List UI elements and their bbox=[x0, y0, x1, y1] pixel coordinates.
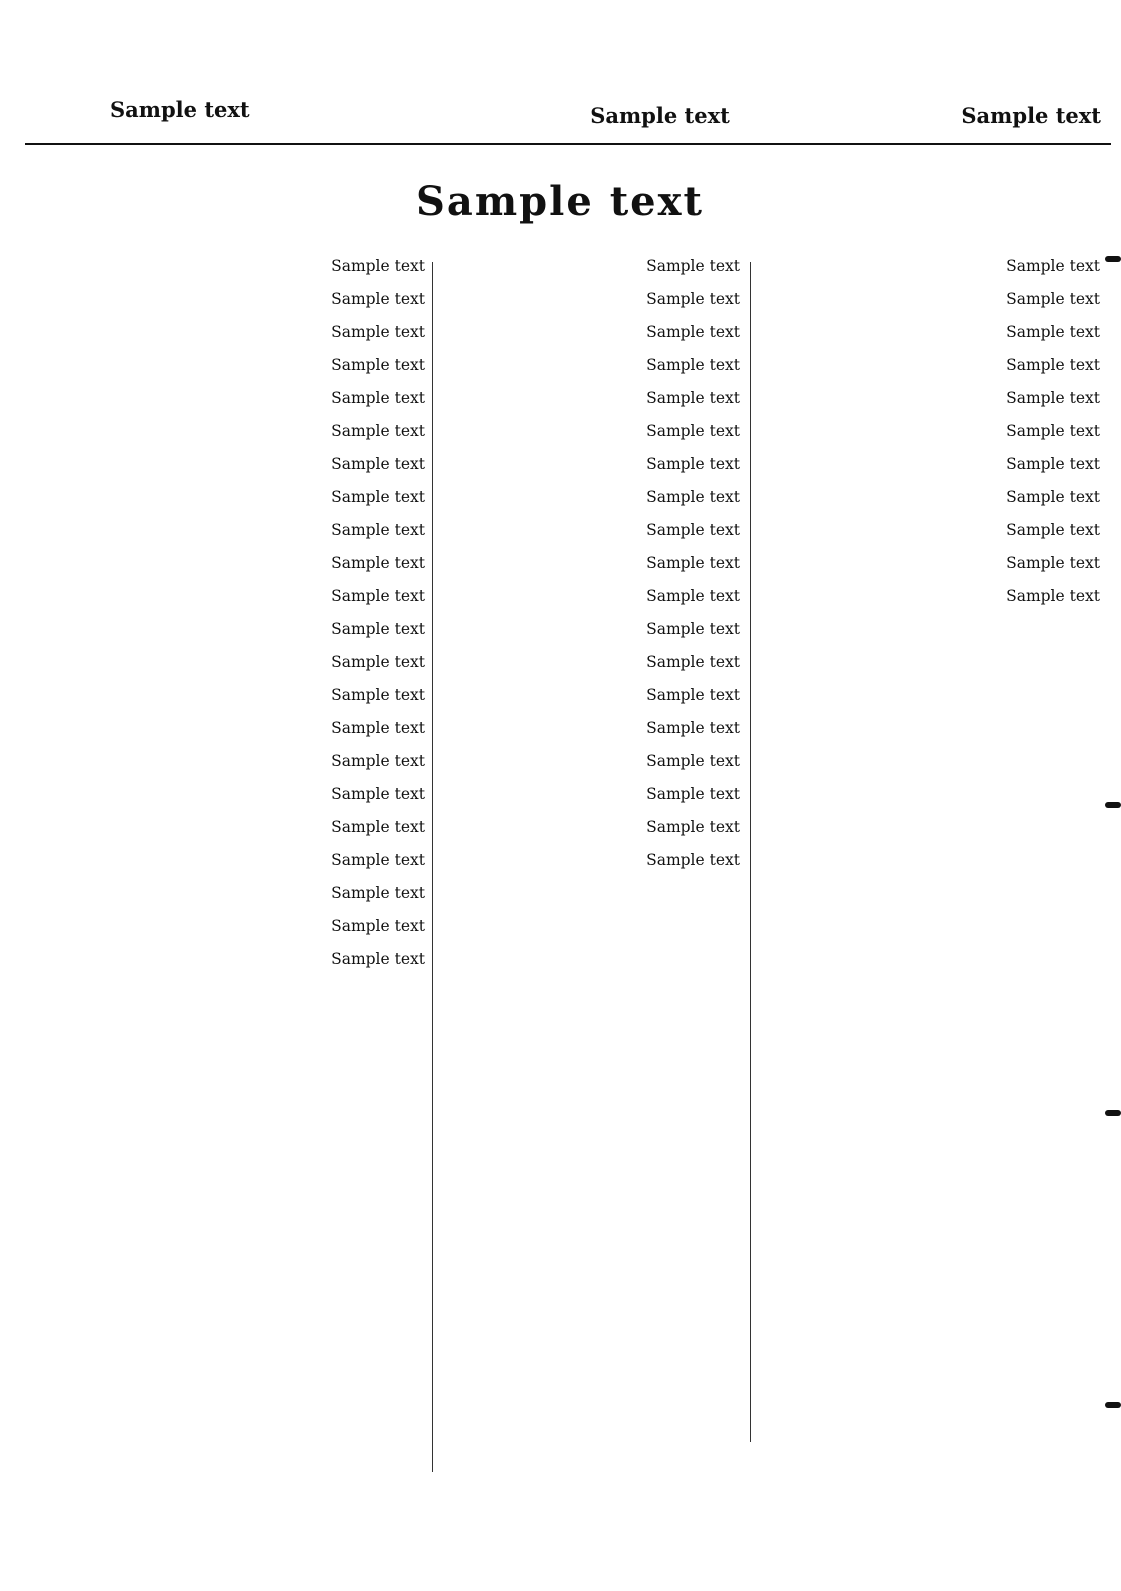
paragraph: Sample text bbox=[1006, 455, 1100, 473]
paragraph: Sample text bbox=[646, 620, 740, 638]
scan-edge-mark bbox=[1105, 1402, 1121, 1408]
paragraph: Sample text bbox=[331, 785, 425, 803]
paragraph: Sample text bbox=[331, 455, 425, 473]
chapter-title: Sample text bbox=[416, 178, 704, 225]
paragraph: Sample text bbox=[331, 620, 425, 638]
paragraph: Sample text bbox=[1006, 488, 1100, 506]
paragraph: Sample text bbox=[331, 257, 425, 275]
paragraph: Sample text bbox=[646, 818, 740, 836]
header-rule bbox=[25, 143, 1111, 145]
paragraph: Sample text bbox=[331, 686, 425, 704]
paragraph: Sample text bbox=[646, 257, 740, 275]
column-divider bbox=[432, 262, 433, 1472]
paragraph: Sample text bbox=[331, 719, 425, 737]
text-column-middle bbox=[440, 250, 740, 1440]
paragraph: Sample text bbox=[646, 455, 740, 473]
paragraph: Sample text bbox=[646, 752, 740, 770]
paragraph: Sample text bbox=[331, 389, 425, 407]
running-head-right: Sample text bbox=[961, 103, 1101, 128]
scan-edge-mark bbox=[1105, 1110, 1121, 1116]
paragraph: Sample text bbox=[646, 587, 740, 605]
text-column-right bbox=[760, 250, 1100, 1440]
paragraph: Sample text bbox=[646, 851, 740, 869]
paragraph: Sample text bbox=[331, 851, 425, 869]
paragraph: Sample text bbox=[1006, 587, 1100, 605]
paragraph: Sample text bbox=[1006, 290, 1100, 308]
paragraph: Sample text bbox=[331, 323, 425, 341]
paragraph: Sample text bbox=[1006, 389, 1100, 407]
paragraph: Sample text bbox=[331, 752, 425, 770]
column-divider bbox=[750, 262, 751, 1442]
scan-edge-mark bbox=[1105, 256, 1121, 262]
paragraph: Sample text bbox=[1006, 323, 1100, 341]
paragraph: Sample text bbox=[646, 323, 740, 341]
paragraph: Sample text bbox=[1006, 422, 1100, 440]
paragraph: Sample text bbox=[1006, 521, 1100, 539]
text-column-left bbox=[110, 250, 425, 1440]
paragraph: Sample text bbox=[646, 290, 740, 308]
paragraph: Sample text bbox=[646, 554, 740, 572]
paragraph: Sample text bbox=[331, 587, 425, 605]
paragraph: Sample text bbox=[646, 785, 740, 803]
page-number: Sample text bbox=[590, 103, 730, 128]
running-head-left: Sample text bbox=[110, 97, 250, 122]
paragraph: Sample text bbox=[331, 356, 425, 374]
paragraph: Sample text bbox=[331, 818, 425, 836]
paragraph: Sample text bbox=[646, 389, 740, 407]
paragraph: Sample text bbox=[646, 686, 740, 704]
paragraph: Sample text bbox=[646, 521, 740, 539]
paragraph: Sample text bbox=[331, 290, 425, 308]
paragraph: Sample text bbox=[331, 917, 425, 935]
paragraph: Sample text bbox=[331, 488, 425, 506]
paragraph: Sample text bbox=[646, 356, 740, 374]
paragraph: Sample text bbox=[331, 950, 425, 968]
paragraph: Sample text bbox=[331, 653, 425, 671]
paragraph: Sample text bbox=[646, 422, 740, 440]
scan-edge-mark bbox=[1105, 802, 1121, 808]
paragraph: Sample text bbox=[331, 884, 425, 902]
paragraph: Sample text bbox=[331, 422, 425, 440]
paragraph: Sample text bbox=[1006, 257, 1100, 275]
paragraph: Sample text bbox=[1006, 356, 1100, 374]
paragraph: Sample text bbox=[1006, 554, 1100, 572]
page-header bbox=[100, 95, 1101, 145]
paragraph: Sample text bbox=[646, 488, 740, 506]
paragraph: Sample text bbox=[331, 521, 425, 539]
paragraph: Sample text bbox=[646, 653, 740, 671]
paragraph: Sample text bbox=[646, 719, 740, 737]
paragraph: Sample text bbox=[331, 554, 425, 572]
